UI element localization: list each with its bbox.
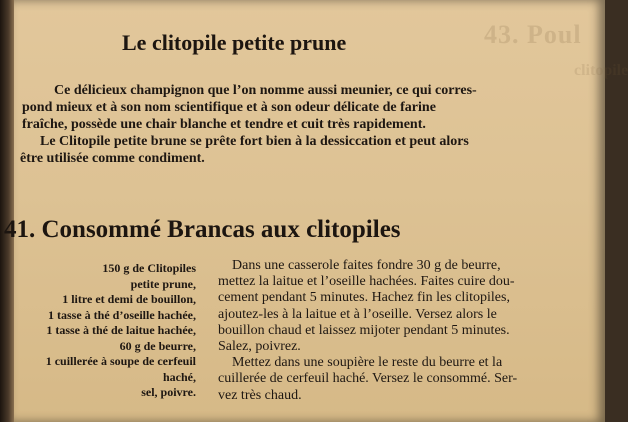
method-line: ajoutez-les à la laitue et à l’oseille. Versez alors le — [218, 306, 497, 322]
method-line: Dans une casserole faites fondre 30 g de beurre, — [232, 258, 501, 273]
ingredient-line: 1 cuillerée à soupe de cerfeuil — [45, 354, 196, 368]
intro-line: fraîche, possède une chair blanche et tendre et cuit très rapidement. — [22, 117, 426, 132]
show-through-text: 43. Poul — [484, 20, 582, 49]
ingredient-line: haché, — [163, 369, 196, 384]
intro-paragraph — [20, 82, 565, 167]
ingredient-line: sel, poivre. — [141, 385, 196, 399]
method-line: cement pendant 5 minutes. Hachez fin les clitopiles, — [218, 290, 510, 306]
ingredient-line: 150 g de Clitopiles — [102, 261, 196, 275]
ingredient-line: 60 g de beurre, — [119, 338, 196, 353]
intro-line: pond mieux et à son nom scientifique et à son odeur délicate de farine — [22, 100, 436, 115]
method-line: Salez, poivrez. — [218, 339, 301, 355]
method-line: vez très chaud. — [218, 387, 302, 403]
show-through-text-2: clitopile — [574, 62, 628, 79]
recipe-title: 41. Consommé Brancas aux clitopiles — [4, 216, 401, 243]
ingredient-line: 1 tasse à thé de laitue hachée, — [46, 323, 196, 337]
method-line: Mettez dans une soupière le reste du beurre et la — [232, 355, 503, 371]
ingredient-line: petite prune, — [130, 276, 196, 291]
ingredient-list — [0, 261, 196, 401]
intro-line: être utilisée comme condiment. — [20, 151, 205, 166]
book-page — [4, 0, 628, 422]
recipe-method — [218, 258, 583, 404]
section-title: Le clitopile petite prune — [122, 30, 347, 55]
ingredient-line: 1 tasse à thé d’oseille hachée, — [48, 307, 196, 322]
method-line: mettez la laitue et l’oseille hachées. Faites cuire dou- — [218, 274, 515, 290]
intro-line: Le Clitopile petite brune se prête fort bien à la dessiccation et peut alors — [40, 134, 469, 149]
method-line: cuillerée de cerfeuil haché. Versez le consommé. Ser- — [218, 371, 518, 387]
method-line: bouillon chaud et laissez mijoter pendant 5 minutes. — [218, 322, 510, 338]
ingredient-line: 1 litre et demi de bouillon, — [62, 292, 196, 306]
intro-line: Ce délicieux champignon que l’on nomme aussi meunier, ce qui corres- — [54, 83, 477, 98]
